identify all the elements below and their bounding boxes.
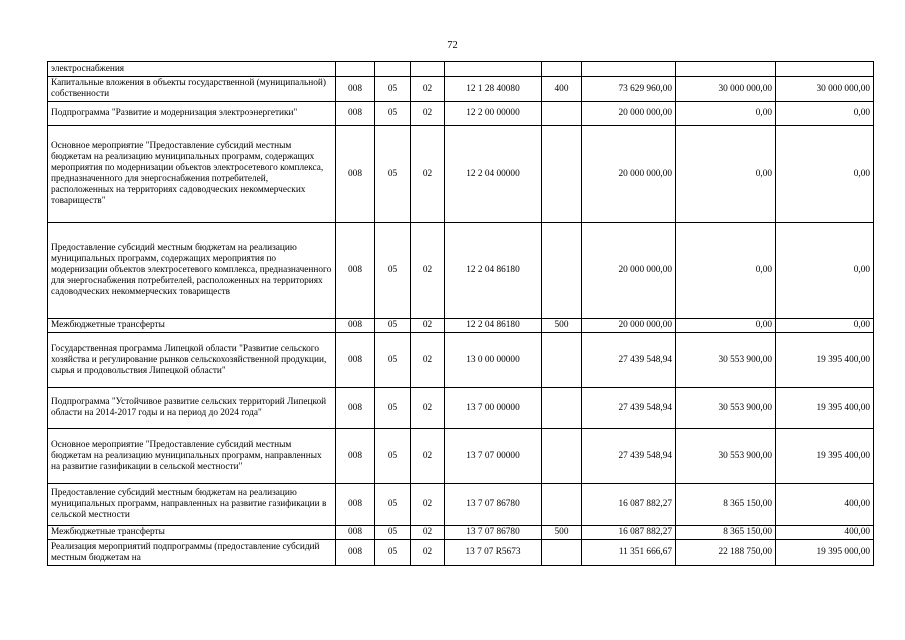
table-row [48, 429, 874, 484]
cell-pr: 02 [411, 333, 445, 388]
cell-rz: 05 [375, 126, 411, 223]
cell-year3: 0,00 [776, 223, 874, 319]
cell-pr: 02 [411, 223, 445, 319]
cell-csr: 12 2 04 86180 [445, 223, 542, 319]
cell-ved: 008 [336, 126, 375, 223]
cell-csr: 12 1 28 40080 [445, 77, 542, 102]
cell-name: Предоставление субсидий местным бюджетам на реализацию муниципальных программ, содержащих мероприятия по модернизации объектов электросетевого комплекса, предназначенного для энергоснабжения потребителей, расположенных на территориях садоводческих некоммерческих товариществ [48, 223, 336, 319]
cell-year1: 20 000 000,00 [582, 126, 676, 223]
cell-year3: 400,00 [776, 526, 874, 540]
table-row [48, 102, 874, 126]
cell-year3: 0,00 [776, 319, 874, 333]
cell-pr: 02 [411, 319, 445, 333]
cell-ved: 008 [336, 319, 375, 333]
cell-year1: 11 351 666,67 [582, 540, 676, 566]
cell-name: Реализация мероприятий подпрограммы (предоставление субсидий местным бюджетам на [48, 540, 336, 566]
cell-year1 [582, 62, 676, 77]
cell-csr: 12 2 04 86180 [445, 319, 542, 333]
cell-vr [542, 126, 582, 223]
cell-year2: 0,00 [676, 223, 776, 319]
cell-rz: 05 [375, 223, 411, 319]
cell-name: электроснабжения [48, 62, 336, 77]
cell-pr: 02 [411, 526, 445, 540]
cell-pr: 02 [411, 388, 445, 429]
cell-year2: 30 000 000,00 [676, 77, 776, 102]
cell-ved: 008 [336, 333, 375, 388]
cell-csr: 12 2 00 00000 [445, 102, 542, 126]
cell-year1: 16 087 882,27 [582, 484, 676, 526]
cell-pr: 02 [411, 540, 445, 566]
cell-ved: 008 [336, 429, 375, 484]
cell-year3: 19 395 400,00 [776, 429, 874, 484]
cell-year3: 19 395 000,00 [776, 540, 874, 566]
cell-name: Основное мероприятие "Предоставление субсидий местным бюджетам на реализацию муниципальных программ, содержащих мероприятия по модернизации объектов электросетевого комплекса, предназначенного для энергоснабжения потребителей, расположенных на территориях садоводческих некоммерческих товариществ" [48, 126, 336, 223]
cell-rz: 05 [375, 388, 411, 429]
cell-year3 [776, 62, 874, 77]
cell-pr: 02 [411, 429, 445, 484]
cell-rz: 05 [375, 77, 411, 102]
cell-csr: 12 2 04 00000 [445, 126, 542, 223]
cell-year3: 400,00 [776, 484, 874, 526]
cell-rz: 05 [375, 319, 411, 333]
cell-csr: 13 7 00 00000 [445, 388, 542, 429]
cell-year2: 0,00 [676, 319, 776, 333]
cell-vr [542, 62, 582, 77]
cell-year1: 20 000 000,00 [582, 102, 676, 126]
cell-vr [542, 333, 582, 388]
cell-year1: 20 000 000,00 [582, 319, 676, 333]
cell-year3: 19 395 400,00 [776, 388, 874, 429]
cell-csr: 13 0 00 00000 [445, 333, 542, 388]
cell-rz: 05 [375, 102, 411, 126]
table-row [48, 540, 874, 566]
cell-year1: 16 087 882,27 [582, 526, 676, 540]
cell-vr: 500 [542, 319, 582, 333]
table-row [48, 484, 874, 526]
cell-year3: 0,00 [776, 126, 874, 223]
cell-name: Капитальные вложения в объекты государственной (муниципальной) собственности [48, 77, 336, 102]
cell-year2: 30 553 900,00 [676, 388, 776, 429]
cell-ved: 008 [336, 102, 375, 126]
table-row [48, 62, 874, 77]
table-row [48, 526, 874, 540]
cell-ved: 008 [336, 223, 375, 319]
cell-vr [542, 429, 582, 484]
cell-year1: 27 439 548,94 [582, 388, 676, 429]
cell-pr: 02 [411, 77, 445, 102]
table-row [48, 333, 874, 388]
cell-vr: 500 [542, 526, 582, 540]
cell-ved: 008 [336, 526, 375, 540]
cell-ved: 008 [336, 77, 375, 102]
cell-name: Межбюджетные трансферты [48, 526, 336, 540]
cell-year2: 22 188 750,00 [676, 540, 776, 566]
cell-vr: 400 [542, 77, 582, 102]
budget-table [47, 61, 874, 566]
cell-year1: 73 629 960,00 [582, 77, 676, 102]
cell-vr [542, 102, 582, 126]
cell-vr [542, 540, 582, 566]
cell-year2 [676, 62, 776, 77]
table-row [48, 223, 874, 319]
cell-pr: 02 [411, 126, 445, 223]
cell-rz: 05 [375, 333, 411, 388]
cell-ved: 008 [336, 540, 375, 566]
cell-csr [445, 62, 542, 77]
table-row [48, 388, 874, 429]
cell-csr: 13 7 07 86780 [445, 526, 542, 540]
cell-rz: 05 [375, 526, 411, 540]
cell-pr: 02 [411, 484, 445, 526]
cell-year3: 19 395 400,00 [776, 333, 874, 388]
table-row [48, 126, 874, 223]
cell-csr: 13 7 07 R5673 [445, 540, 542, 566]
cell-year2: 30 553 900,00 [676, 333, 776, 388]
cell-year3: 0,00 [776, 102, 874, 126]
cell-ved: 008 [336, 388, 375, 429]
cell-pr: 02 [411, 102, 445, 126]
cell-rz: 05 [375, 484, 411, 526]
cell-rz: 05 [375, 429, 411, 484]
cell-name: Подпрограмма "Развитие и модернизация электроэнергетики" [48, 102, 336, 126]
cell-vr [542, 484, 582, 526]
page-number: 72 [447, 40, 458, 51]
cell-name: Основное мероприятие "Предоставление субсидий местным бюджетам на реализацию муниципальных программ, направленных на развитие газификации в сельской местности" [48, 429, 336, 484]
cell-year1: 27 439 548,94 [582, 429, 676, 484]
cell-year2: 0,00 [676, 102, 776, 126]
budget-table-body [48, 62, 874, 566]
cell-year2: 30 553 900,00 [676, 429, 776, 484]
table-row [48, 319, 874, 333]
cell-vr [542, 388, 582, 429]
cell-name: Государственная программа Липецкой области "Развитие сельского хозяйства и регулирование рынков сельскохозяйственной продукции, сырья и продовольствия Липецкой области" [48, 333, 336, 388]
table-row [48, 77, 874, 102]
cell-vr [542, 223, 582, 319]
cell-name: Предоставление субсидий местным бюджетам на реализацию муниципальных программ, направленных на развитие газификации в сельской местности [48, 484, 336, 526]
cell-pr [411, 62, 445, 77]
cell-year3: 30 000 000,00 [776, 77, 874, 102]
cell-year2: 0,00 [676, 126, 776, 223]
cell-year1: 27 439 548,94 [582, 333, 676, 388]
cell-year1: 20 000 000,00 [582, 223, 676, 319]
cell-ved: 008 [336, 484, 375, 526]
cell-year2: 8 365 150,00 [676, 484, 776, 526]
cell-year2: 8 365 150,00 [676, 526, 776, 540]
cell-rz [375, 62, 411, 77]
cell-name: Подпрограмма "Устойчивое развитие сельских территорий Липецкой области на 2014-2017 годы и на период до 2024 года" [48, 388, 336, 429]
cell-csr: 13 7 07 86780 [445, 484, 542, 526]
cell-name: Межбюджетные трансферты [48, 319, 336, 333]
cell-ved [336, 62, 375, 77]
cell-rz: 05 [375, 540, 411, 566]
cell-csr: 13 7 07 00000 [445, 429, 542, 484]
